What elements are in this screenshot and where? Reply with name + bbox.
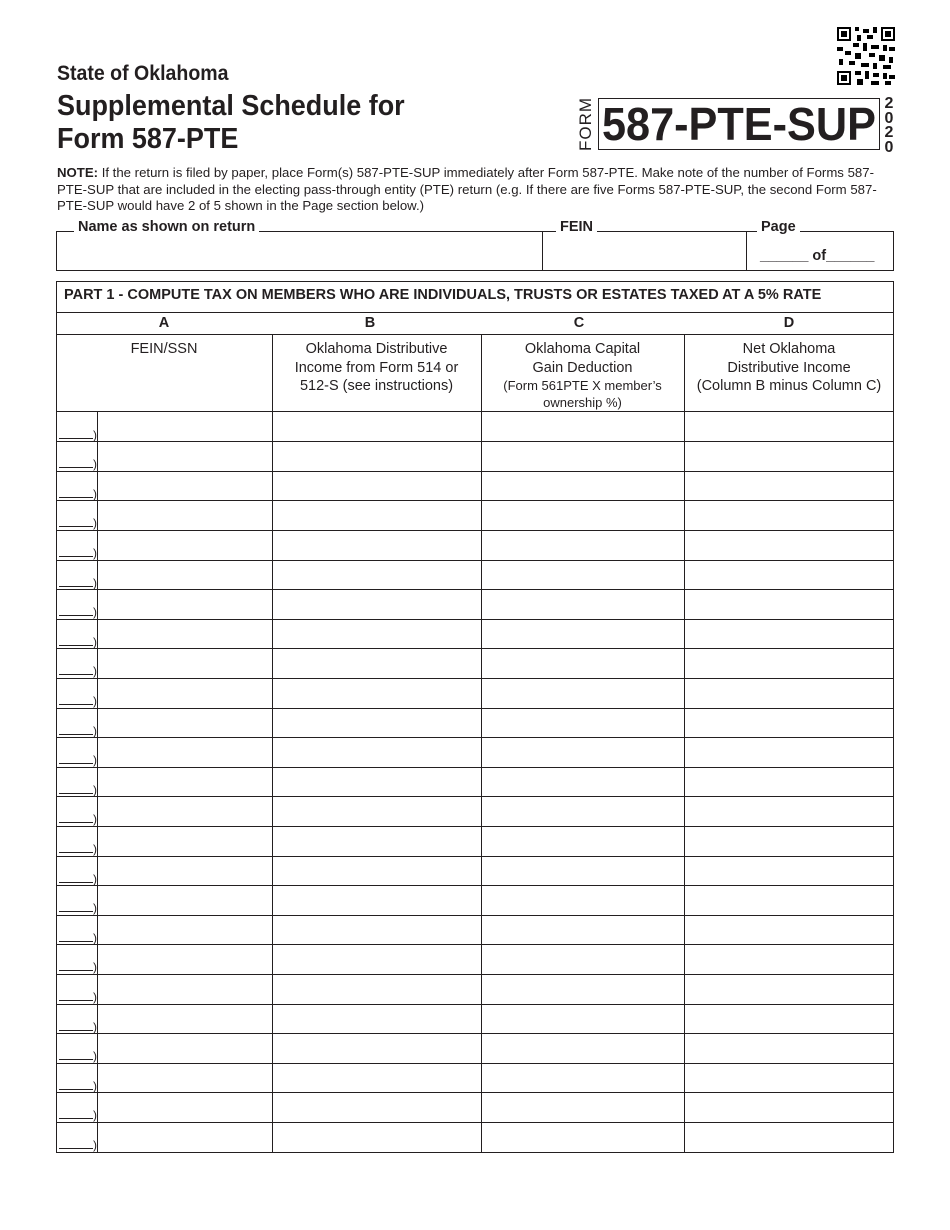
note-text: If the return is filed by paper, place Form(s) 587-PTE-SUP immediately after Form 587-PTE. Make note of the number of Forms 587-PTE-SUP that are included in the electing pass-through entity (PTE) return (e.g. If there are five Forms 587-PTE-SUP, the second Form 587-PTE-SUP would have 2 of 5 shown in the Page section below.) xyxy=(57,165,877,213)
table-row[interactable] xyxy=(57,501,893,531)
member-code-blank[interactable] xyxy=(59,882,93,883)
member-code-blank[interactable] xyxy=(59,1000,93,1001)
title-line-1: Supplemental Schedule for xyxy=(57,90,405,122)
form-number xyxy=(598,98,880,150)
fein-field[interactable] xyxy=(542,231,747,271)
member-code-blank[interactable] xyxy=(59,941,93,942)
member-code-blank[interactable] xyxy=(59,1118,93,1119)
page-title xyxy=(57,90,405,156)
row-marker: ) xyxy=(93,575,97,590)
form-number-text: 587-PTE-SUP xyxy=(602,98,876,150)
column-header-line: Income from Form 514 or xyxy=(294,359,459,376)
column-letter-a: A xyxy=(158,315,170,331)
member-code-blank[interactable] xyxy=(59,645,93,646)
note-paragraph xyxy=(57,165,897,215)
column-header-subline: (Form 561PTE X member’s xyxy=(503,378,662,393)
column-d-header xyxy=(684,340,894,396)
table-row[interactable] xyxy=(57,649,893,679)
table-row[interactable] xyxy=(57,1093,893,1123)
year-digit: 2 xyxy=(884,95,894,112)
table-row[interactable] xyxy=(57,560,893,590)
year-digit: 0 xyxy=(884,138,894,156)
table-row[interactable] xyxy=(57,1004,893,1034)
row-marker: ) xyxy=(93,634,97,649)
row-marker: ) xyxy=(93,930,97,945)
member-code-blank[interactable] xyxy=(59,1089,93,1090)
column-header-line: Distributive Income xyxy=(727,359,851,376)
part1-title: PART 1 - COMPUTE TAX ON MEMBERS WHO ARE INDIVIDUALS, TRUSTS OR ESTATES TAXED AT A 5% RATE xyxy=(64,287,822,303)
table-row[interactable] xyxy=(57,856,893,886)
table-row[interactable] xyxy=(57,1034,893,1064)
row-marker: ) xyxy=(93,841,97,856)
column-c-header xyxy=(481,340,684,411)
row-marker: ) xyxy=(93,486,97,501)
member-code-blank[interactable] xyxy=(59,586,93,587)
row-marker: ) xyxy=(93,545,97,560)
name-label: Name as shown on return xyxy=(74,219,259,235)
page-of-input[interactable]: ______ of______ xyxy=(760,248,875,264)
table-row[interactable] xyxy=(57,471,893,501)
state-name: State of Oklahoma xyxy=(57,62,229,85)
table-row[interactable] xyxy=(57,619,893,649)
member-code-blank[interactable] xyxy=(59,674,93,675)
column-header-line: (Column B minus Column C) xyxy=(696,378,882,394)
row-marker: ) xyxy=(93,812,97,827)
column-header-line: Net Oklahoma xyxy=(742,341,836,357)
column-header-line: Gain Deduction xyxy=(532,359,633,376)
table-row[interactable] xyxy=(57,590,893,620)
row-marker: ) xyxy=(93,782,97,797)
row-marker: ) xyxy=(93,605,97,620)
column-letter-d: D xyxy=(783,315,795,331)
table-row[interactable] xyxy=(57,974,893,1004)
divider xyxy=(56,312,894,313)
table-row[interactable] xyxy=(57,797,893,827)
column-header-subline: ownership %) xyxy=(543,395,622,410)
row-marker: ) xyxy=(93,457,97,472)
member-code-blank[interactable] xyxy=(59,734,93,735)
member-code-blank[interactable] xyxy=(59,970,93,971)
name-field[interactable] xyxy=(56,231,543,271)
year-digit: 0 xyxy=(884,109,894,127)
member-code-blank[interactable] xyxy=(59,615,93,616)
member-code-blank[interactable] xyxy=(59,704,93,705)
member-code-blank[interactable] xyxy=(59,1148,93,1149)
table-row[interactable] xyxy=(57,1122,893,1152)
form-word-label: FORM xyxy=(576,96,595,152)
row-marker: ) xyxy=(93,1137,97,1152)
column-b-header xyxy=(272,340,481,396)
row-marker: ) xyxy=(93,1078,97,1093)
table-row[interactable] xyxy=(57,708,893,738)
member-code-blank[interactable] xyxy=(59,467,93,468)
table-row[interactable] xyxy=(57,767,893,797)
divider xyxy=(56,334,894,335)
note-label: NOTE: xyxy=(57,165,99,180)
row-marker: ) xyxy=(93,723,97,738)
column-letter-b: B xyxy=(364,315,376,331)
column-header-line: 512-S (see instructions) xyxy=(299,378,454,394)
table-row[interactable] xyxy=(57,945,893,975)
row-marker: ) xyxy=(93,1019,97,1034)
member-code-blank[interactable] xyxy=(59,438,93,439)
row-marker: ) xyxy=(93,1108,97,1123)
member-code-blank[interactable] xyxy=(59,852,93,853)
table-row[interactable] xyxy=(57,678,893,708)
row-marker: ) xyxy=(93,901,97,916)
member-code-blank[interactable] xyxy=(59,1030,93,1031)
row-marker: ) xyxy=(93,427,97,442)
column-a-header xyxy=(56,340,272,359)
row-marker: ) xyxy=(93,1049,97,1064)
row-marker: ) xyxy=(93,989,97,1004)
member-code-blank[interactable] xyxy=(59,763,93,764)
tax-year xyxy=(882,97,896,155)
table-row[interactable] xyxy=(57,442,893,472)
row-marker: ) xyxy=(93,516,97,531)
table-row[interactable] xyxy=(57,412,893,442)
column-letter-c: C xyxy=(573,315,585,331)
fein-label: FEIN xyxy=(556,219,597,235)
table-row[interactable] xyxy=(57,886,893,916)
member-code-blank[interactable] xyxy=(59,822,93,823)
table-row[interactable] xyxy=(57,530,893,560)
row-marker: ) xyxy=(93,960,97,975)
year-digit: 2 xyxy=(884,124,894,141)
row-marker: ) xyxy=(93,753,97,768)
table-row[interactable] xyxy=(57,826,893,856)
row-marker: ) xyxy=(93,871,97,886)
member-code-blank[interactable] xyxy=(59,526,93,527)
member-code-blank[interactable] xyxy=(59,911,93,912)
column-header-line: Oklahoma Distributive xyxy=(305,341,448,357)
member-code-blank[interactable] xyxy=(59,1059,93,1060)
table-row[interactable] xyxy=(57,1063,893,1093)
page-label: Page xyxy=(757,219,800,235)
member-code-blank[interactable] xyxy=(59,497,93,498)
table-row[interactable] xyxy=(57,915,893,945)
row-marker: ) xyxy=(93,693,97,708)
row-marker: ) xyxy=(93,664,97,679)
qr-code-icon xyxy=(837,27,895,85)
title-line-2: Form 587-PTE xyxy=(57,123,239,155)
column-header-line: Oklahoma Capital xyxy=(524,341,641,357)
member-code-blank[interactable] xyxy=(59,556,93,557)
member-code-blank[interactable] xyxy=(59,793,93,794)
table-row[interactable] xyxy=(57,738,893,768)
column-header-line: FEIN/SSN xyxy=(130,341,198,357)
